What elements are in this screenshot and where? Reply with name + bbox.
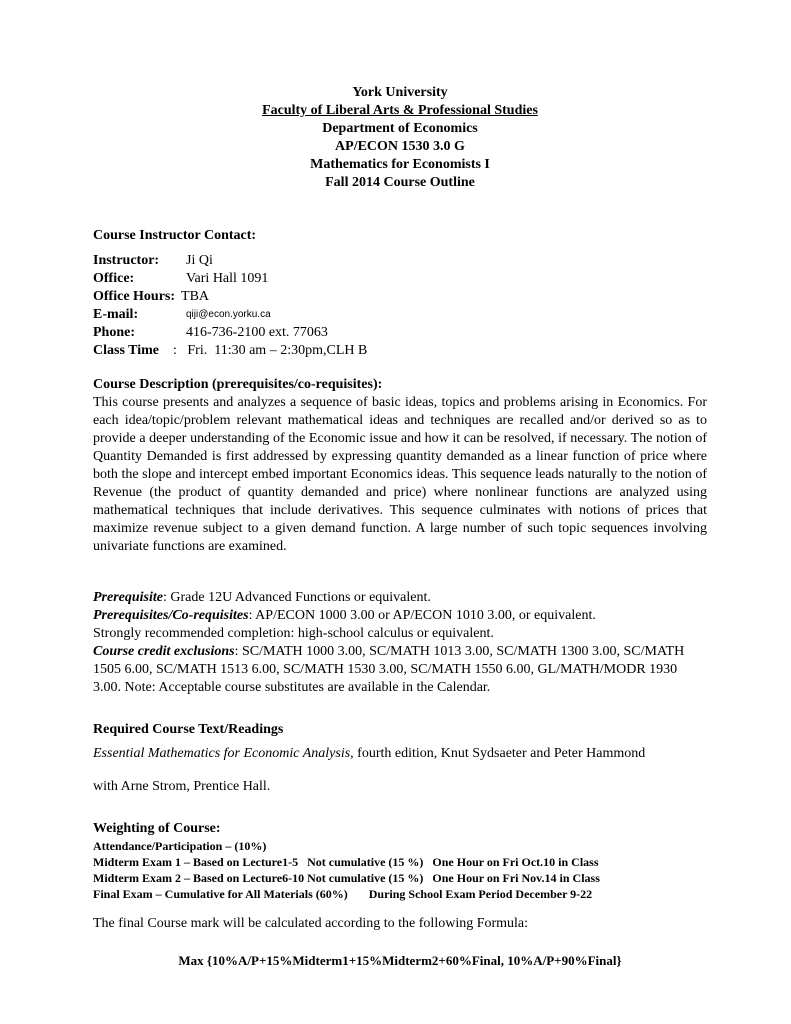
weighting-midterm-1: Midterm Exam 1 – Based on Lecture1-5 Not cumulative (15 %) One Hour on Fri Oct.10 in Class [93, 855, 599, 869]
weighting-final: Final Exam – Cumulative for All Materials (60%) During School Exam Period December 9-22 [93, 887, 593, 901]
weighting-attendance: Attendance/Participation – (10%) [93, 839, 267, 853]
weighting-section [93, 820, 707, 902]
office-hours-row [93, 288, 367, 306]
phone-row [93, 324, 367, 342]
university-name: York University [352, 85, 448, 100]
course-text-section [93, 721, 707, 796]
phone-value: 416-736-2100 ext. 77063 [186, 325, 328, 340]
corequisite-label: Prerequisites/Co-requisites [93, 608, 249, 623]
prerequisite-value: : Grade 12U Advanced Functions or equivalent. [163, 590, 431, 605]
term-title: Fall 2014 Course Outline [325, 175, 475, 190]
textbook-line-2: with Arne Strom, Prentice Hall. [93, 779, 271, 794]
course-code: AP/ECON 1530 3.0 G [335, 139, 465, 154]
corequisite-line [93, 607, 707, 625]
instructor-row [93, 252, 367, 270]
exclusions-value: : SC/MATH 1000 3.00, SC/MATH 1013 3.00, SC/MATH 1300 3.00, SC/MATH 1505 6.00, SC/MATH 1513 6.00, SC/MATH 1530 3.00, SC/MATH 1550 6.00, GL/MATH/MODR 1930 3.00. Note: Acceptable course substitutes are available in the Calendar. [93, 644, 685, 695]
contact-heading: Course Instructor Contact: [93, 228, 257, 243]
phone-label: Phone: [93, 325, 135, 340]
department-name: Department of Economics [322, 121, 478, 136]
course-outline-page [93, 84, 707, 968]
office-label: Office: [93, 271, 135, 286]
class-time-label: Class Time [93, 343, 159, 358]
description-body: This course presents and analyzes a sequence of basic ideas, topics and problems arising in Economics. For each idea/topic/problem relevant mathematical ideas and techniques are recalled and/or derived so as to provide a deeper understanding of the Economic issue and how it can be resolved, if necessary. The notion of Quantity Demanded is first addressed by expressing quantity demanded as a linear function of price where both the slope and intercept embed important Economics ideas. This sequence leads naturally to the notion of Revenue (the product of quantity demanded and price) where nonlinear functions are analyzed using mathematical techniques that include derivatives. This sequence culminates with notions of prices that maximize revenue subject to a given demand function. A large number of such topic sequences involving univariate functions are examined. [93, 395, 707, 554]
instructor-contact-section [93, 227, 367, 360]
grade-formula: Max {10%A/P+15%Midterm1+15%Midterm2+60%Final, 10%A/P+90%Final} [178, 953, 622, 968]
textbook-details: , fourth edition, Knut Sydsaeter and Peter Hammond [350, 746, 646, 761]
class-time-value: : Fri. 11:30 am – 2:30pm,CLH B [173, 343, 368, 358]
exclusions-label: Course credit exclusions [93, 644, 235, 659]
faculty-name: Faculty of Liberal Arts & Professional Studies [262, 103, 538, 118]
document-header [93, 84, 707, 192]
description-heading: Course Description (prerequisites/co-requisites): [93, 377, 383, 392]
formula-intro: The final Course mark will be calculated according to the following Formula: [93, 916, 529, 931]
office-value: Vari Hall 1091 [186, 271, 269, 286]
recommended-line: Strongly recommended completion: high-school calculus or equivalent. [93, 626, 494, 641]
textbook-line [93, 745, 707, 763]
email-row [93, 306, 367, 324]
prerequisites-section [93, 589, 707, 697]
textbook-title: Essential Mathematics for Economic Analysis [93, 746, 351, 761]
instructor-value: Ji Qi [186, 253, 213, 268]
class-time-row [93, 342, 367, 360]
office-hours-value: TBA [181, 289, 210, 304]
weighting-midterm-2: Midterm Exam 2 – Based on Lecture6-10 Not cumulative (15 %) One Hour on Fri Nov.14 in Class [93, 871, 600, 885]
instructor-label: Instructor: [93, 253, 160, 268]
prerequisite-label: Prerequisite [93, 590, 163, 605]
course-description-section [93, 376, 707, 556]
prerequisite-line [93, 589, 707, 607]
office-hours-label: Office Hours: [93, 289, 176, 304]
course-title: Mathematics for Economists I [310, 157, 490, 172]
email-label: E-mail: [93, 307, 139, 322]
exclusions-line [93, 643, 707, 697]
office-row [93, 270, 367, 288]
text-heading: Required Course Text/Readings [93, 722, 284, 737]
corequisite-value: : AP/ECON 1000 3.00 or AP/ECON 1010 3.00, or equivalent. [248, 608, 596, 623]
weighting-heading: Weighting of Course: [93, 821, 221, 836]
email-value[interactable]: qiji@econ.yorku.ca [186, 309, 271, 320]
